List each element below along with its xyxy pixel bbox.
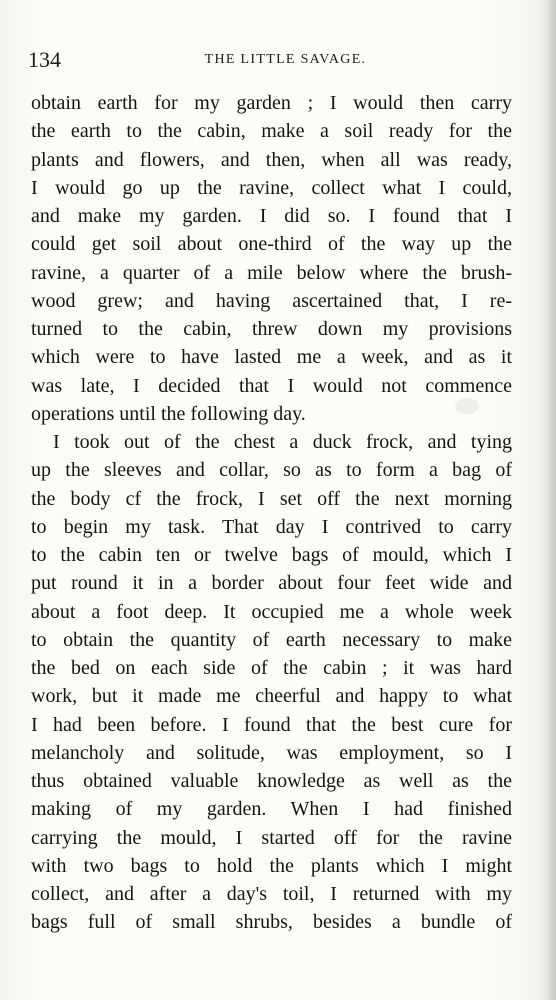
text-line: to obtain the quantity of earth necessary to make: [31, 628, 512, 651]
text-line: carrying the mould, I started off for the ravine: [31, 826, 512, 849]
text-line: up the sleeves and collar, so as to form a bag of: [31, 459, 512, 482]
page-header: [28, 46, 518, 74]
text-line: bags full of small shrubs, besides a bundle of: [31, 911, 512, 934]
running-title: THE LITTLE SAVAGE.: [204, 52, 367, 67]
text-line: the earth to the cabin, make a soil ready for the: [31, 120, 512, 143]
page-edge-shadow: [538, 0, 556, 1000]
text-line: which were to have lasted me a week, and as it: [31, 346, 512, 369]
paragraph-first-line: I took out of the chest a duck frock, and tying: [53, 431, 512, 453]
page-number: 134: [28, 47, 61, 72]
text-line: put round it in a border about four feet wide and: [31, 572, 512, 595]
body-text: [31, 89, 512, 937]
text-line: collect, and after a day's toil, I returned with my: [31, 883, 512, 905]
text-line: work, but it made me cheerful and happy to what: [31, 685, 512, 708]
text-line: obtain earth for my garden ; I would then carry: [31, 92, 512, 114]
text-line: I would go up the ravine, collect what I could,: [31, 176, 512, 199]
paragraph-last-line: operations until the following day.: [31, 402, 306, 425]
text-line: plants and flowers, and then, when all was ready,: [31, 148, 512, 171]
text-line: the body cf the frock, I set off the next morning: [31, 487, 512, 510]
text-line: ravine, a quarter of a mile below where the brush-: [31, 261, 512, 284]
text-line: to begin my task. That day I contrived to carry: [31, 515, 512, 538]
text-line: could get soil about one-third of the way up the: [31, 233, 512, 256]
text-line: was late, I decided that I would not commence: [31, 374, 512, 397]
text-line: about a foot deep. It occupied me a whole week: [31, 600, 512, 623]
text-line: wood grew; and having ascertained that, I re-: [31, 289, 512, 312]
text-line: to the cabin ten or twelve bags of mould, which I: [31, 544, 512, 566]
text-line: turned to the cabin, threw down my provisions: [31, 318, 512, 340]
text-line: melancholy and solitude, was employment, so I: [31, 741, 512, 764]
text-line: making of my garden. When I had finished: [31, 798, 512, 821]
text-line: the bed on each side of the cabin ; it was hard: [31, 657, 512, 679]
text-line: with two bags to hold the plants which I might: [31, 854, 512, 877]
text-line: thus obtained valuable knowledge as well as the: [31, 770, 512, 792]
text-line: I had been before. I found that the best cure for: [31, 713, 512, 736]
text-line: and make my garden. I did so. I found that I: [31, 205, 512, 227]
